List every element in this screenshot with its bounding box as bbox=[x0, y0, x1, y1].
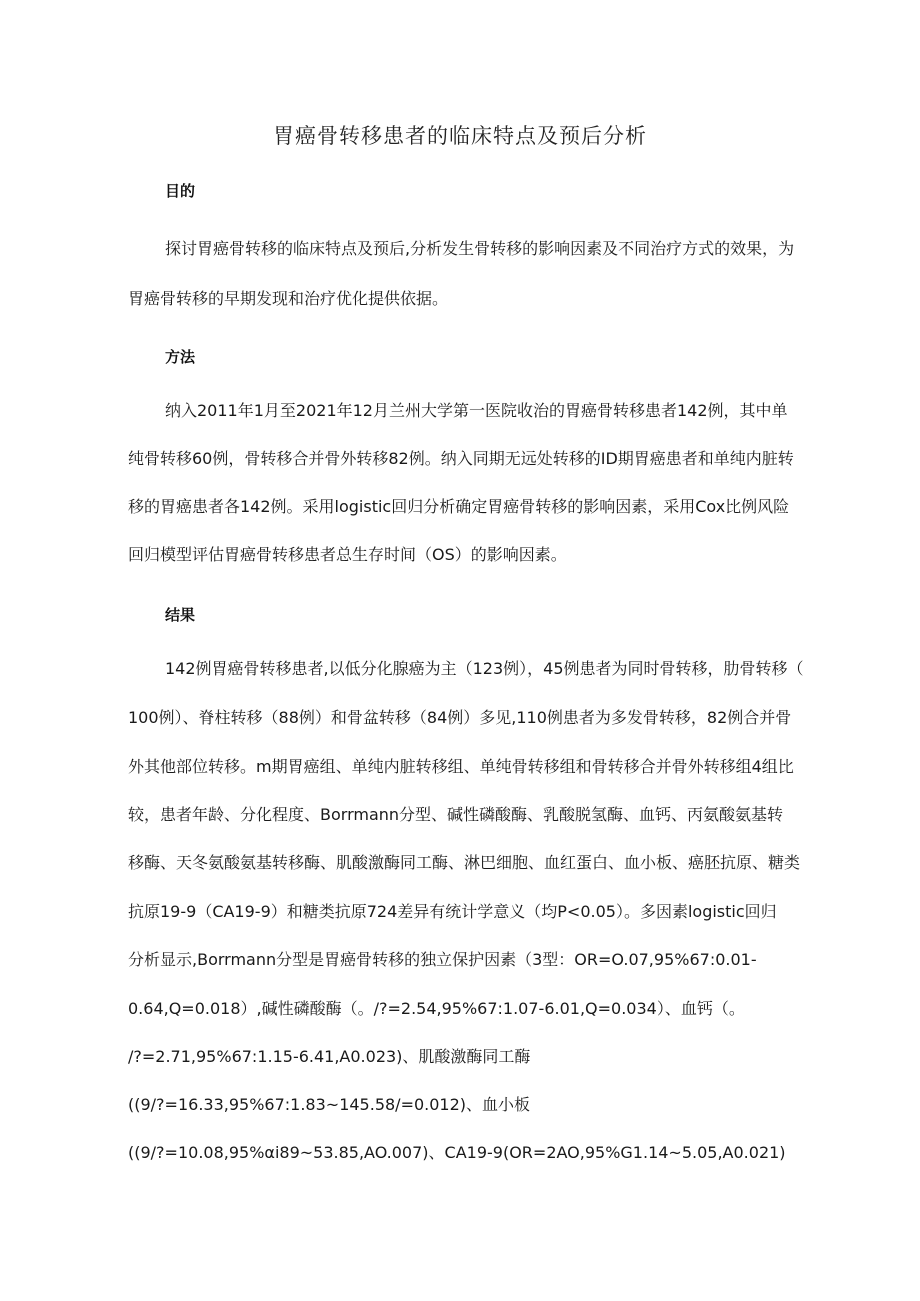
paragraph-line: 胃癌骨转移的早期发现和治疗优化提供依据。 bbox=[128, 289, 449, 308]
paragraph-line: ((9/?=16.33,95%67:1.83~145.58/=0.012)、血小板 bbox=[128, 1095, 531, 1114]
paragraph-line: 分析显示,Borrmann分型是胃癌骨转移的独立保护因素（3型：OR=O.07,95%67:0.01- bbox=[128, 950, 757, 969]
paragraph-line: 抗原19-9（CA19-9）和糖类抗原724差异有统计学意义（均P<0.05）。多因素logistic回归 bbox=[128, 902, 777, 921]
paragraph-line: 移酶、天冬氨酸氨基转移酶、肌酸激酶同工酶、淋巴细胞、血红蛋白、血小板、癌胚抗原、糖类 bbox=[128, 853, 801, 872]
paragraph-line: 100例）、脊柱转移（88例）和骨盆转移（84例）多见,110例患者为多发骨转移，82例合并骨 bbox=[128, 708, 792, 727]
paragraph-line: ((9/?=10.08,95%αi89~53.85,AO.007)、CA19-9(OR=2AO,95%G1.14~5.05,A0.021) bbox=[128, 1143, 786, 1162]
paragraph-line: /?=2.71,95%67:1.15-6.41,A0.023)、肌酸激酶同工酶 bbox=[128, 1047, 531, 1066]
paragraph-line: 较，患者年龄、分化程度、Borrmann分型、碱性磷酸酶、乳酸脱氢酶、血钙、丙氨酸氨基转 bbox=[128, 805, 784, 824]
paragraph-line: 外其他部位转移。m期胃癌组、单纯内脏转移组、单纯骨转移组和骨转移合并骨外转移组4组比 bbox=[128, 757, 794, 776]
paragraph-line: 回归模型评估胃癌骨转移患者总生存时间（OS）的影响因素。 bbox=[128, 545, 567, 564]
paragraph-line: 0.64,Q=0.018）,碱性磷酸酶（。/?=2.54,95%67:1.07-6.01,Q=0.034）、血钙（。 bbox=[128, 999, 745, 1018]
paragraph-line: 探讨胃癌骨转移的临床特点及预后,分析发生骨转移的影响因素及不同治疗方式的效果，为 bbox=[165, 239, 795, 258]
paragraph-line: 移的胃癌患者各142例。采用logistic回归分析确定胃癌骨转移的影响因素，采用Cox比例风险 bbox=[128, 497, 790, 516]
paragraph-line: 纳入2011年1月至2021年12月兰州大学第一医院收治的胃癌骨转移患者142例，其中单 bbox=[165, 401, 788, 420]
section-heading-results: 结果 bbox=[165, 606, 196, 624]
section-heading-objective: 目的 bbox=[165, 182, 196, 200]
section-heading-methods: 方法 bbox=[165, 348, 196, 366]
paragraph-line: 142例胃癌骨转移患者,以低分化腺癌为主（123例），45例患者为同时骨转移，肋骨转移（ bbox=[165, 659, 804, 678]
paragraph-line: 纯骨转移60例，骨转移合并骨外转移82例。纳入同期无远处转移的ID期胃癌患者和单纯内脏转 bbox=[128, 449, 794, 468]
document-title: 胃癌骨转移患者的临床特点及预后分析 bbox=[273, 124, 647, 148]
